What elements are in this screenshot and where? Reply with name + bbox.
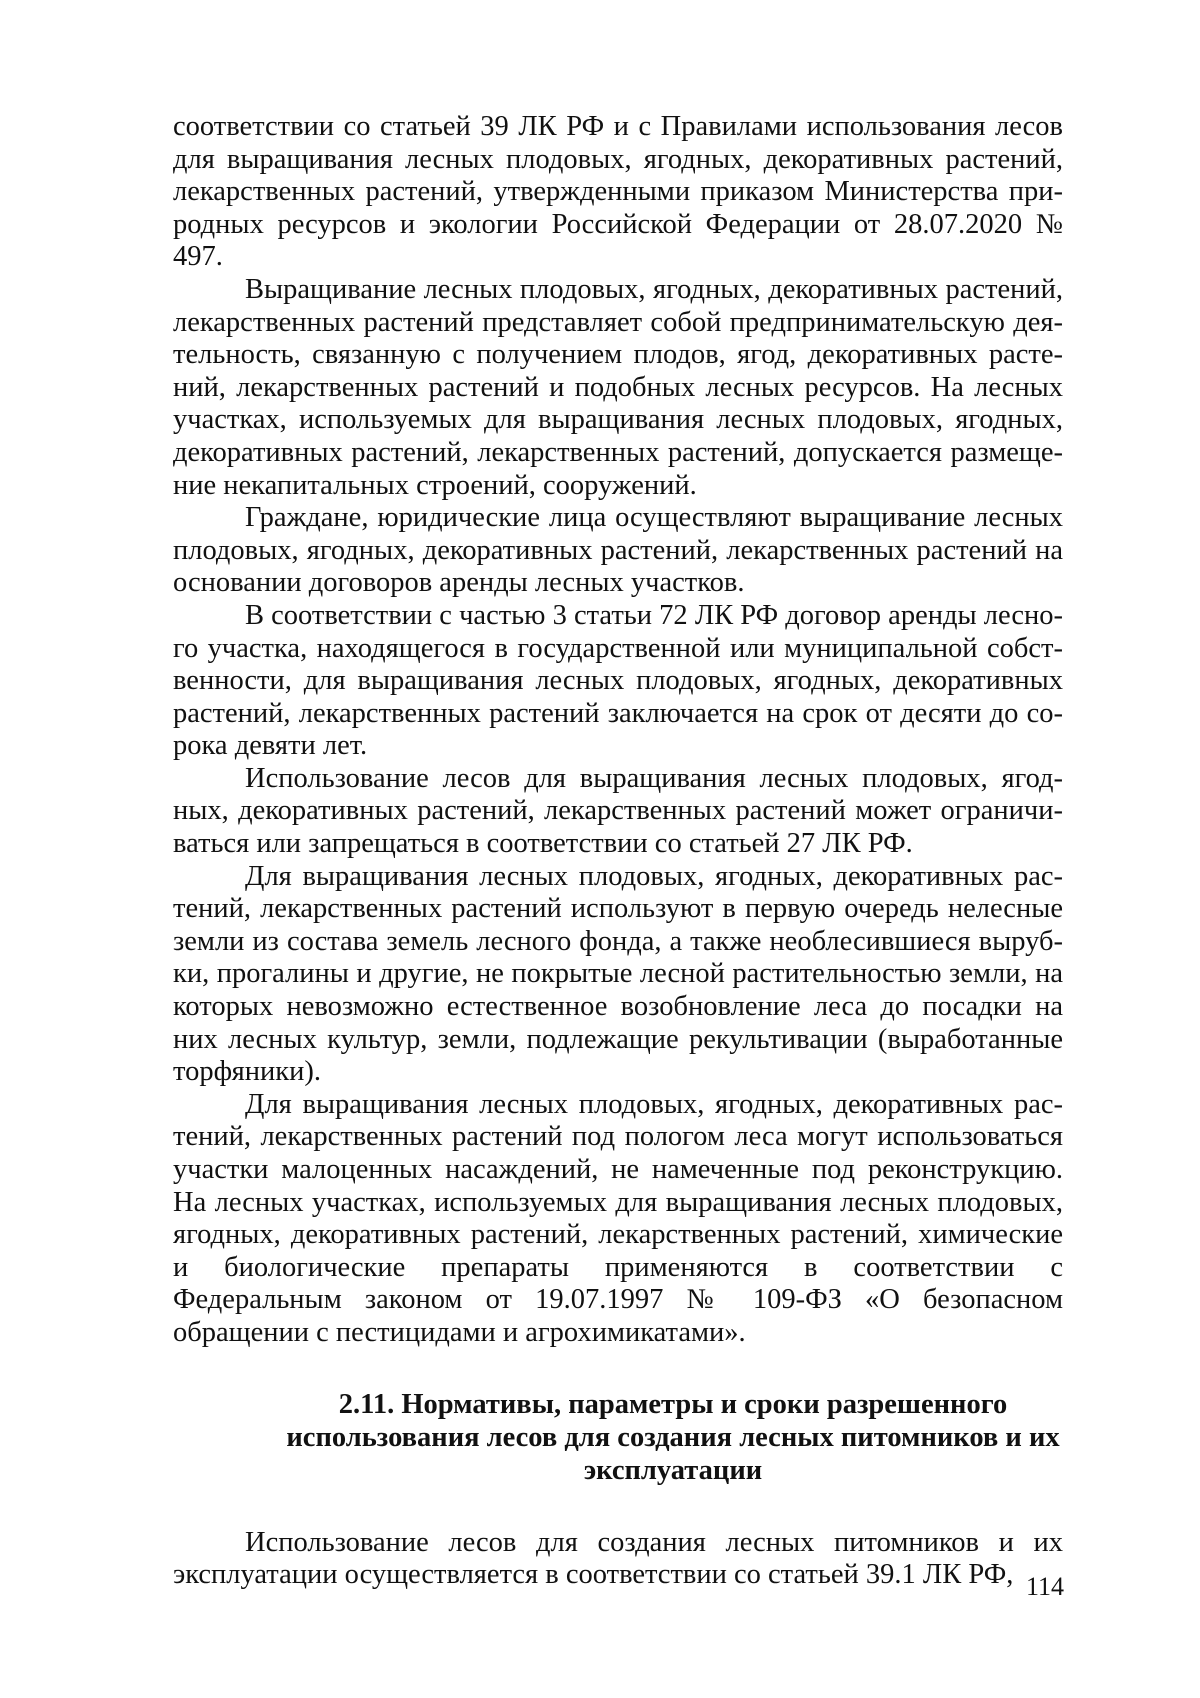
body-text: [173, 111, 1063, 1592]
section-heading-line: использования лесов для создания лесных питомников и их: [286, 1421, 1060, 1453]
paragraph: Использование лесов для выращивания лесных плодовых, ягодных, декоративных растений, лекарственных растений может ограничиваться или запрещаться в соответствии со статьей 27 ЛК РФ.: [173, 762, 1063, 860]
paragraph: Использование лесов для создания лесных питомников и их эксплуатации осуществляется в соответствии со статьей 39.1 ЛК РФ,: [173, 1526, 1063, 1591]
paragraph: Для выращивания лесных плодовых, ягодных, декоративных растений, лекарственных растений используют в первую очередь нелесные земли из состава земель лесного фонда, а также необлесившиеся вырубки, прогалины и другие, не покрытые лесной растительностью земли, на которых невозможно естественное возобновление леса до посадки на них лесных культур, земли, подлежащие рекультивации (выработанные торфяники).: [173, 860, 1063, 1088]
paragraph: В соответствии с частью 3 статьи 72 ЛК РФ договор аренды лесного участка, находящегося в государственной или муниципальной собственности, для выращивания лесных плодовых, ягодных, декоративных растений, лекарственных растений заключается на срок от десяти до сорока девяти лет.: [173, 599, 1063, 762]
section-heading: [173, 1388, 1063, 1487]
paragraph: Для выращивания лесных плодовых, ягодных, декоративных растений, лекарственных растений под пологом леса могут использоваться участки малоценных насаждений, не намеченные под реконструкцию. На лесных участках, используемых для выращивания лесных плодовых, ягодных, декоративных растений, лекарственных растений, химические и биологические препараты применяются в соответствии с Федеральным законом от 19.07.1997 № 109-ФЗ «О безопасном обращении с пестицидами и агрохимикатами».: [173, 1088, 1063, 1348]
section-heading-line: 2.11. Нормативы, параметры и сроки разрешенного: [338, 1388, 1008, 1420]
section-heading-line: эксплуатации: [583, 1454, 763, 1486]
paragraph: Выращивание лесных плодовых, ягодных, декоративных растений, лекарственных растений представляет собой предпринимательскую деятельность, связанную с получением плодов, ягод, декоративных растений, лекарственных растений и подобных лесных ресурсов. На лесных участках, используемых для выращивания лесных плодовых, ягодных, декоративных растений, лекарственных растений, допускается размещение некапитальных строений, сооружений.: [173, 273, 1063, 501]
paragraph-continuation: соответствии со статьей 39 ЛК РФ и с Правилами использования лесов для выращивания лесных плодовых, ягодных, декоративных растений, лекарственных растений, утвержденными приказом Министерства природных ресурсов и экологии Российской Федерации от 28.07.2020 № 497.: [173, 111, 1063, 273]
paragraph: Граждане, юридические лица осуществляют выращивание лесных плодовых, ягодных, декоративных растений, лекарственных растений на основании договоров аренды лесных участков.: [173, 502, 1063, 599]
page-number: 114: [1025, 1572, 1064, 1601]
